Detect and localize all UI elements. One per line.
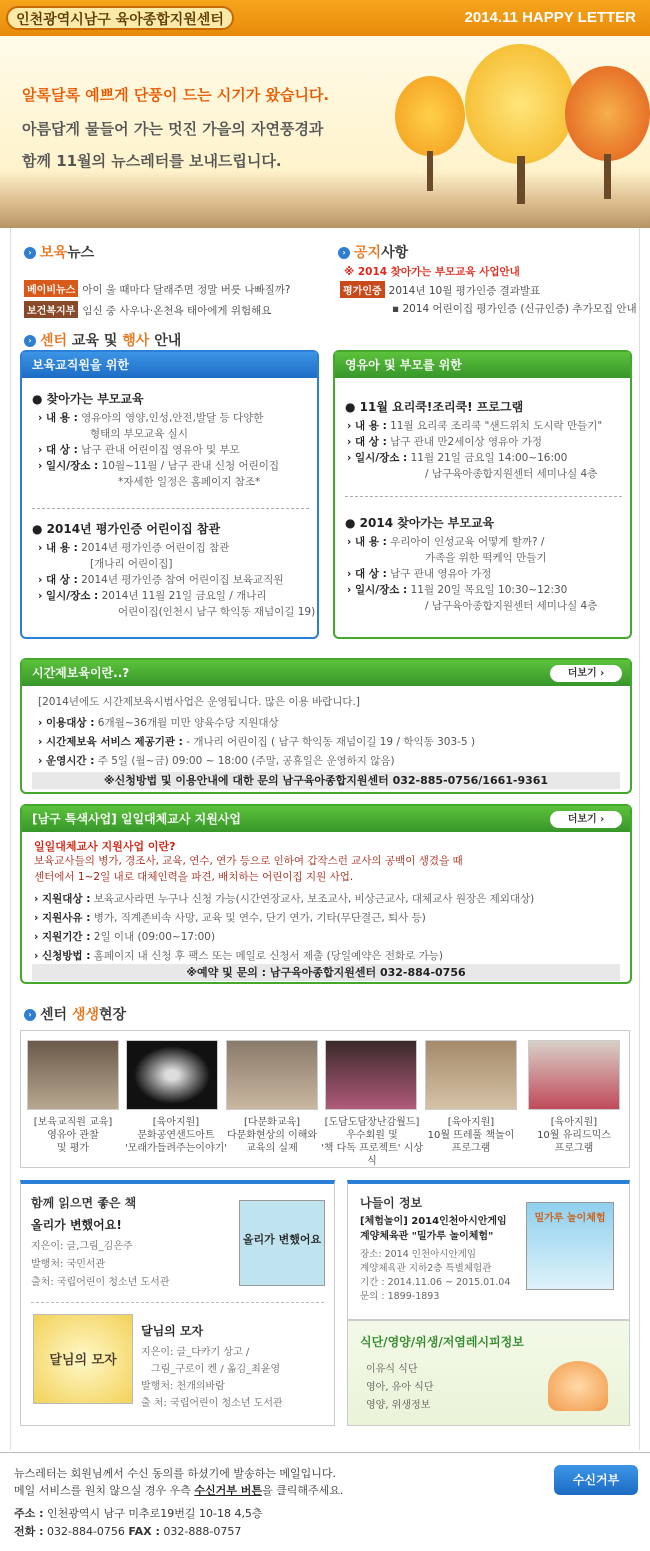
book-info: 지은이: 글,그림_김은주 발행처: 국민서관 출처: 국립어린이 청소년 도서관 [31, 1241, 170, 1288]
outing-box [347, 1180, 630, 1320]
outing-header: 나들이 정보 [360, 1196, 423, 1210]
chevron-right-icon: › [24, 335, 36, 347]
substitute-teacher-box [20, 804, 632, 984]
gallery-caption: [육아지원] 10월 유리드믹스 프로그램 [537, 1117, 611, 1154]
event-title: ● 11월 요리쿡!조리쿡! 프로그램 [345, 400, 524, 414]
tree-illustration [465, 44, 575, 164]
teachers-box-header: 보육교직원을 위한 [22, 352, 317, 378]
event-details: › 내 용 : 2014년 평가인증 어린이집 참관 [개나리 어린이집] › 대 상 : 2014년 평가인증 참여 어린이집 보육교직원 › 일시/장소 : 2014년 11월 21일 금요일 / 개나리 어린이집(인천시 남구 학익동 재넘이길 19) [38, 542, 316, 618]
notice-item[interactable]: 평가인증 2014년 10월 평가인증 결과발표 [340, 281, 540, 298]
book-title[interactable]: 올리가 변했어요! [31, 1218, 122, 1232]
gallery-photo[interactable] [226, 1040, 318, 1110]
chevron-right-icon: › [24, 1009, 36, 1021]
footer-contact: 주소 : 인천광역시 남구 미추로19번길 10-18 4,5층 전화 : 032-884-0756 FAX : 032-888-0757 [14, 1507, 263, 1538]
footer-notice: 뉴스레터는 회원님께서 수신 동의를 하셨기에 발송하는 메일입니다. 메일 서비스를 원치 않으실 경우 우측 수신거부 버튼을 클릭해주세요. [14, 1467, 344, 1497]
substitute-box-header: [남구 특색사업] 일일대체교사 지원사업 더보기 › [22, 806, 630, 832]
books-box [20, 1180, 335, 1426]
gallery-caption: [보육교직원 교육] 영유아 관찰 및 평가 [33, 1117, 113, 1154]
tree-illustration [395, 76, 465, 156]
header-bar [0, 0, 650, 36]
issue-title: 2014.11 HAPPY LETTER [464, 9, 636, 26]
books-header: 함께 읽으면 좋은 책 [31, 1196, 137, 1210]
teachers-event-box [20, 350, 319, 639]
gallery-section-title: › 센터 생생현장 [24, 1004, 126, 1024]
divider [31, 1302, 324, 1303]
more-button[interactable]: 더보기 › [550, 665, 622, 682]
divider [32, 508, 309, 509]
event-title: ● 2014 찾아가는 부모교육 [345, 516, 495, 530]
footer [0, 1452, 650, 1551]
notice-section-title: › 공지사항 [338, 242, 408, 262]
substitute-question: 일일대체교사 지원사업 이란? [34, 840, 176, 853]
parttime-intro: [2014년에도 시간제보육시범사업은 운영됩니다. 많은 이용 바랍니다.] [38, 696, 360, 708]
substitute-contact: ※예약 및 문의 : 남구육아종합지원센터 032-884-0756 [32, 964, 620, 981]
divider [345, 496, 622, 497]
outing-poster[interactable]: 밀가루 놀이체험 [526, 1202, 614, 1290]
banner-line-2: 아름답게 물들어 가는 멋진 가을의 자연풍경과 [22, 120, 324, 138]
substitute-details: › 지원대상 : 보육교사라면 누구나 신청 가능(시간연장교사, 보조교사, 비상근교사, 대체교사 원장은 제외대상) › 지원사유 : 병가, 직계존비속 사망, 교육 및 연수, 단기 연가, 기타(무단결근, 퇴사 등) › 지원기간 : 2일 이내 (09:00~17:00) › 신청방법 : 홈페이지 내 신청 후 팩스 또는 메일로 신청서 제출 (당일예약은 전화로 가능) [34, 893, 535, 962]
banner-line-3: 함께 11월의 뉴스레터를 보내드립니다. [22, 152, 282, 170]
parents-event-box [333, 350, 632, 639]
event-details: › 내 용 : 우리아이 인성교육 어떻게 할까? / 가족을 위한 떡케익 만들기 › 대 상 : 남구 관내 영유아 가정 › 일시/장소 : 11월 20일 목요일 10:30~12:30 / 남구육아종합지원센터 세미나실 4층 [347, 536, 598, 612]
parttime-box-header: 시간제보육이란..? 더보기 › [22, 660, 630, 686]
gallery-caption: [육아지원] 문화공연샌드아트 '모래가들려주는이야기' [124, 1117, 228, 1154]
gallery-photo[interactable] [325, 1040, 417, 1110]
substitute-description: 보육교사들의 병가, 경조사, 교육, 연수, 연가 등으로 인하여 갑작스런 교사의 공백이 생겼을 때 센터에서 1~2일 내로 대체인력을 파견, 배치하는 어린이집 지원 사업. [34, 855, 463, 883]
autumn-banner [0, 36, 650, 228]
unsubscribe-button[interactable]: 수신거부 [554, 1465, 638, 1495]
event-title: ● 2014년 평가인증 어린이집 참관 [32, 522, 221, 536]
chevron-right-icon: › [338, 247, 350, 259]
notice-item[interactable]: ▪ 2014 어린이집 평가인증 (신규인증) 추가모집 안내 [392, 303, 637, 315]
parents-box-header: 영유아 및 부모를 위한 [335, 352, 630, 378]
news-section-title: › 보육뉴스 [24, 242, 94, 262]
book-cover[interactable]: 올리가 변했어요 [239, 1200, 325, 1286]
gallery-caption: [육아지원] 10월 뜨레풀 책놀이 프로그램 [427, 1117, 515, 1154]
parttime-contact: ※신청방법 및 이용안내에 대한 문의 남구육아종합지원센터 032-885-0756/1661-9361 [32, 772, 620, 789]
outing-info: 장소: 2014 인천아시안게임 계양체육관 지하2층 특별체험관 기간 : 2014.11.06 ~ 2015.01.04 문의 : 1899-1893 [360, 1249, 511, 1302]
news-item[interactable]: 베이비뉴스 아이 울 때마다 달래주면 정말 버릇 나빠질까? [24, 280, 291, 297]
gallery-photo[interactable] [27, 1040, 119, 1110]
diet-info-box[interactable] [347, 1320, 630, 1426]
news-item[interactable]: 보건복지부 임신 중 사우나·온천욕 태아에게 위험해요 [24, 301, 271, 318]
diet-title[interactable]: 식단/영양/위생/저염레시피정보 [360, 1335, 524, 1349]
house-illustration [548, 1361, 608, 1411]
notice-headline[interactable]: ※ 2014 찾아가는 부모교육 사업안내 [344, 266, 520, 278]
book-title[interactable]: 달님의 모자 [141, 1324, 204, 1338]
event-details: › 내 용 : 영유아의 영양,인성,안전,발달 등 다양한 형태의 부모교육 실시 › 대 상 : 남구 관내 어린이집 영유아 및 부모 › 일시/장소 : 10월~11월 / 남구 관내 신청 어린이집 *자세한 일정은 홈페이지 참조* [38, 412, 280, 488]
event-details: › 내 용 : 11월 요리쿡 조리쿡 "샌드위치 도시락 만들기" › 대 상 : 남구 관내 만2세이상 영유아 가정 › 일시/장소 : 11월 21일 금요일 14:00~16:00 / 남구육아종합지원센터 세미나실 4층 [347, 420, 603, 480]
event-title: ● 찾아가는 부모교육 [32, 392, 144, 406]
center-logo: 인천광역시남구 육아종합지원센터 [6, 6, 234, 30]
parttime-care-box [20, 658, 632, 794]
book-info: 지은이: 글_다카기 상고 / 그림_구로이 켄 / 옮김_최윤영 발행처: 천개의바람 출 처: 국립어린이 청소년 도서관 [141, 1347, 283, 1409]
gallery-caption: [도담도담장난감월드] 우수회원 및 '책 다독 프로젝트' 시상식 [321, 1117, 423, 1167]
gallery-photo[interactable] [126, 1040, 218, 1110]
tree-illustration [565, 66, 650, 161]
chevron-right-icon: › [24, 247, 36, 259]
more-button[interactable]: 더보기 › [550, 811, 622, 828]
center-section-title: › 센터 교육 및 행사 안내 [24, 330, 181, 350]
book-cover[interactable]: 달님의 모자 [33, 1314, 133, 1404]
banner-line-1: 알록달록 예쁘게 단풍이 드는 시기가 왔습니다. [22, 86, 330, 104]
gallery-photo[interactable] [528, 1040, 620, 1110]
diet-items: 이유식 식단 영아, 유아 식단 영양, 위생정보 [366, 1364, 434, 1411]
outing-title[interactable]: [체험놀이] 2014인천아시안게임 계양체육관 "밀가루 놀이체험" [360, 1216, 507, 1242]
gallery-caption: [다문화교육] 다문화현상의 이해와 교육의 실제 [226, 1117, 318, 1154]
parttime-details: › 이용대상 : 6개월~36개월 미만 양육수당 지원대상 › 시간제보육 서비스 제공기관 : - 개나리 어린이집 ( 남구 학익동 재넘이길 19 / 학익동 303-5 ) › 운영시간 : 주 5일 (월~금) 09:00 ~ 18:00 (주말, 공휴일은 운영하지 않음) [38, 717, 476, 767]
gallery-photo[interactable] [425, 1040, 517, 1110]
